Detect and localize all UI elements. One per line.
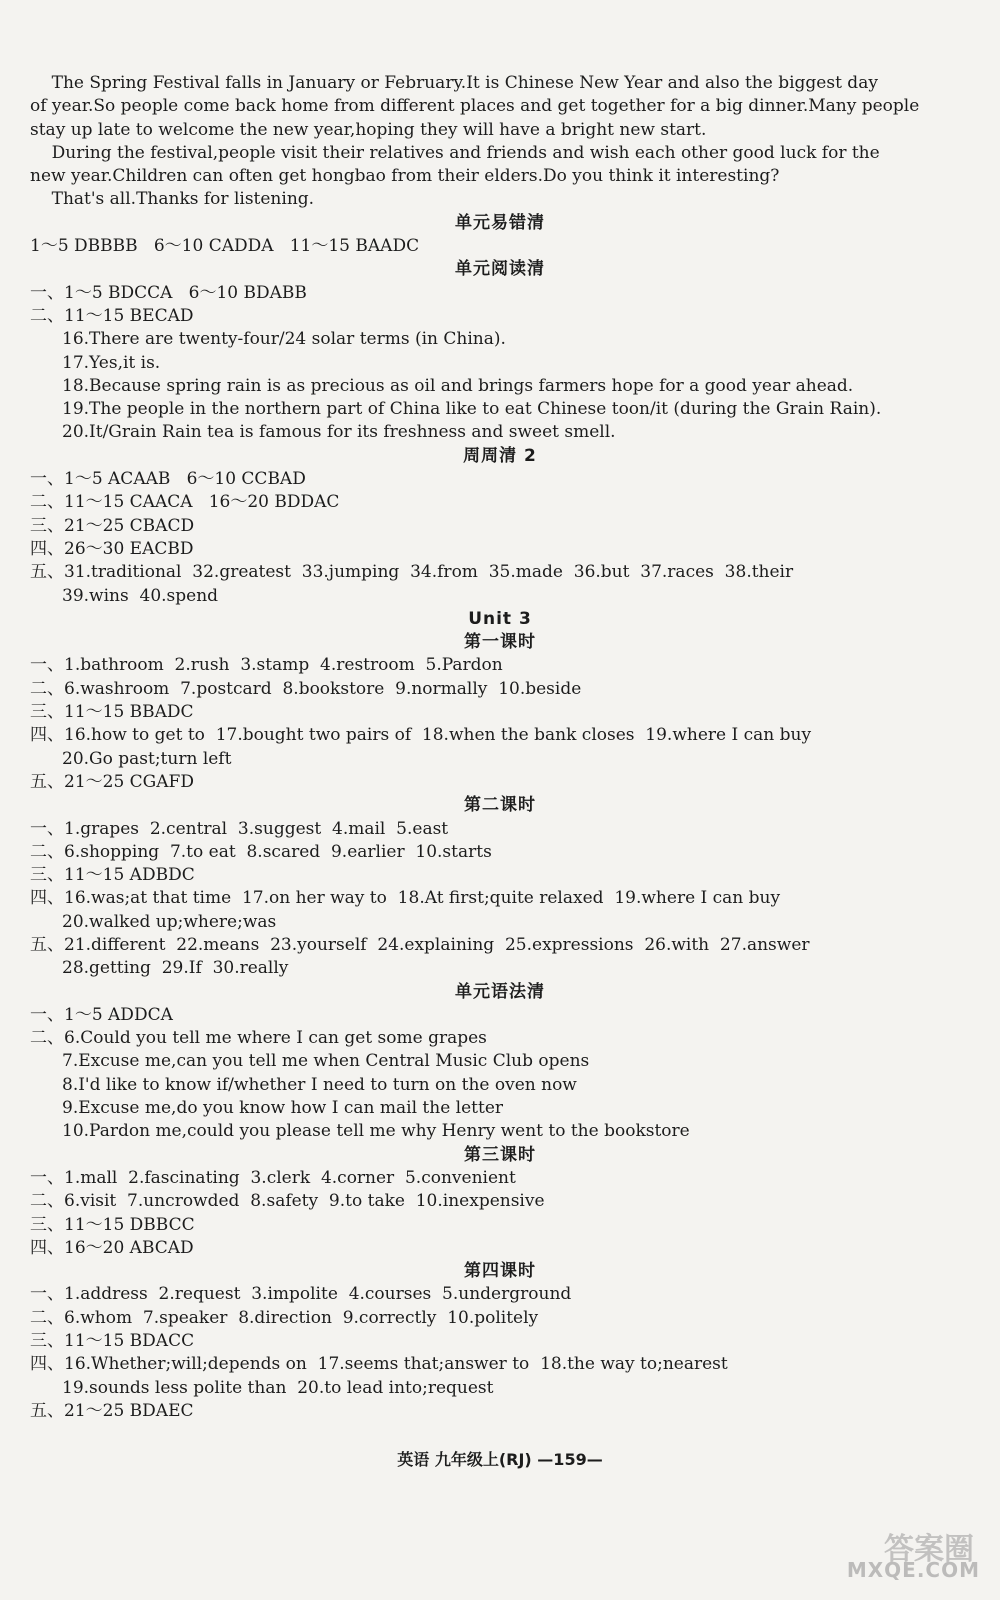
answer-line: 四、26～30 EACBD — [30, 538, 194, 559]
answer-line: 三、11～15 ADBDC — [30, 865, 195, 886]
page-footer: 英语 九年级上(RJ) —159— — [397, 1450, 603, 1469]
answer-line: 三、21～25 CBACD — [30, 515, 195, 536]
section-heading: 单元易错清 — [455, 212, 545, 233]
answer-line: stay up late to welcome the new year,hoping they will have a bright new start. — [30, 119, 707, 140]
answer-line: 一、1.address 2.request 3.impolite 4.courses 5.underground — [30, 1284, 572, 1305]
answer-line: 二、6.visit 7.uncrowded 8.safety 9.to take 10.inexpensive — [30, 1191, 545, 1212]
answer-line: The Spring Festival falls in January or February.It is Chinese New Year and also the biggest day — [30, 73, 878, 93]
answer-line: 三、11～15 BDACC — [30, 1331, 195, 1352]
answer-line: 一、1.mall 2.fascinating 3.clerk 4.corner 5.convenient — [30, 1167, 516, 1188]
answer-line: 二、11～15 BECAD — [30, 305, 194, 326]
answer-line: 一、1.bathroom 2.rush 3.stamp 4.restroom 5.Pardon — [30, 655, 503, 676]
section-heading: 周周清 2 — [463, 445, 537, 466]
answer-line: 7.Excuse me,can you tell me when Central Music Club opens — [62, 1051, 590, 1072]
answer-line: 五、21.different 22.means 23.yourself 24.explaining 25.expressions 26.with 27.answer — [30, 934, 810, 955]
answer-line: of year.So people come back home from different places and get together for a big dinner.Many people — [30, 96, 920, 117]
answer-line: 四、16.was;at that time 17.on her way to 18.At first;quite relaxed 19.where I can buy — [30, 888, 781, 909]
answer-line: 二、6.washroom 7.postcard 8.bookstore 9.normally 10.beside — [30, 678, 582, 699]
section-heading: Unit 3 — [468, 608, 532, 629]
watermark-logo-text: 答案圈 — [884, 1532, 974, 1567]
answer-line: new year.Children can often get hongbao from their elders.Do you think it interesting? — [30, 166, 780, 187]
watermark-site-text: MXQE.COM — [846, 1558, 980, 1582]
answer-line: 16.There are twenty-four/24 solar terms (in China). — [62, 329, 506, 350]
section-heading: 第一课时 — [464, 632, 536, 653]
answer-line: 一、1～5 ACAAB 6～10 CCBAD — [30, 469, 306, 490]
answer-line: 19.The people in the northern part of China like to eat Chinese toon/it (during the Grain Rain). — [62, 399, 882, 420]
answer-line: 18.Because spring rain is as precious as oil and brings farmers hope for a good year ahead. — [62, 375, 854, 396]
answer-line: 17.Yes,it is. — [62, 352, 161, 373]
section-heading: 第三课时 — [464, 1144, 536, 1165]
watermark-logo — [810, 1524, 980, 1582]
answer-line: 20.It/Grain Rain tea is famous for its freshness and sweet smell. — [62, 422, 616, 443]
answer-line: During the festival,people visit their relatives and friends and wish each other good luck for the — [30, 142, 880, 163]
section-heading: 单元语法清 — [455, 981, 545, 1002]
answer-line: 二、6.shopping 7.to eat 8.scared 9.earlier 10.starts — [30, 841, 492, 862]
section-heading: 单元阅读清 — [455, 259, 545, 280]
section-heading: 第四课时 — [464, 1261, 536, 1282]
answer-line: 四、16.how to get to 17.bought two pairs of 18.when the bank closes 19.where I can buy — [30, 725, 812, 746]
answer-line: 一、1～5 ADDCA — [30, 1004, 173, 1025]
section-heading: 第二课时 — [464, 795, 536, 816]
answer-line: 9.Excuse me,do you know how I can mail the letter — [62, 1098, 504, 1119]
answer-line: 四、16～20 ABCAD — [30, 1237, 194, 1258]
answer-line: 二、11～15 CAACA 16～20 BDDAC — [30, 492, 340, 513]
answer-line: 五、21～25 BDAEC — [30, 1400, 194, 1421]
answer-line: 四、16.Whether;will;depends on 17.seems that;answer to 18.the way to;nearest — [30, 1354, 728, 1375]
answer-line: 10.Pardon me,could you please tell me why Henry went to the bookstore — [62, 1121, 690, 1142]
answer-page — [30, 72, 970, 1423]
answer-line: 20.walked up;where;was — [62, 911, 277, 932]
answer-line: 19.sounds less polite than 20.to lead into;request — [62, 1377, 494, 1398]
answer-line: 五、31.traditional 32.greatest 33.jumping 34.from 35.made 36.but 37.races 38.their — [30, 562, 794, 583]
answer-line: 三、11～15 BBADC — [30, 702, 194, 723]
answer-line: 20.Go past;turn left — [62, 748, 232, 769]
answer-line: 一、1.grapes 2.central 3.suggest 4.mail 5.east — [30, 818, 449, 839]
answer-line: 8.I'd like to know if/whether I need to turn on the oven now — [62, 1074, 577, 1095]
answer-line: 一、1～5 BDCCA 6～10 BDABB — [30, 282, 307, 303]
answer-line: 1～5 DBBBB 6～10 CADDA 11～15 BAADC — [30, 236, 420, 257]
answer-line: 五、21～25 CGAFD — [30, 771, 194, 792]
answer-line: 39.wins 40.spend — [62, 585, 219, 606]
answer-line: 二、6.Could you tell me where I can get some grapes — [30, 1028, 487, 1049]
answer-line: 二、6.whom 7.speaker 8.direction 9.correctly 10.politely — [30, 1307, 539, 1328]
answer-line: 28.getting 29.If 30.really — [62, 958, 289, 979]
answer-line: That's all.Thanks for listening. — [30, 189, 315, 210]
answer-line: 三、11～15 DBBCC — [30, 1214, 195, 1235]
